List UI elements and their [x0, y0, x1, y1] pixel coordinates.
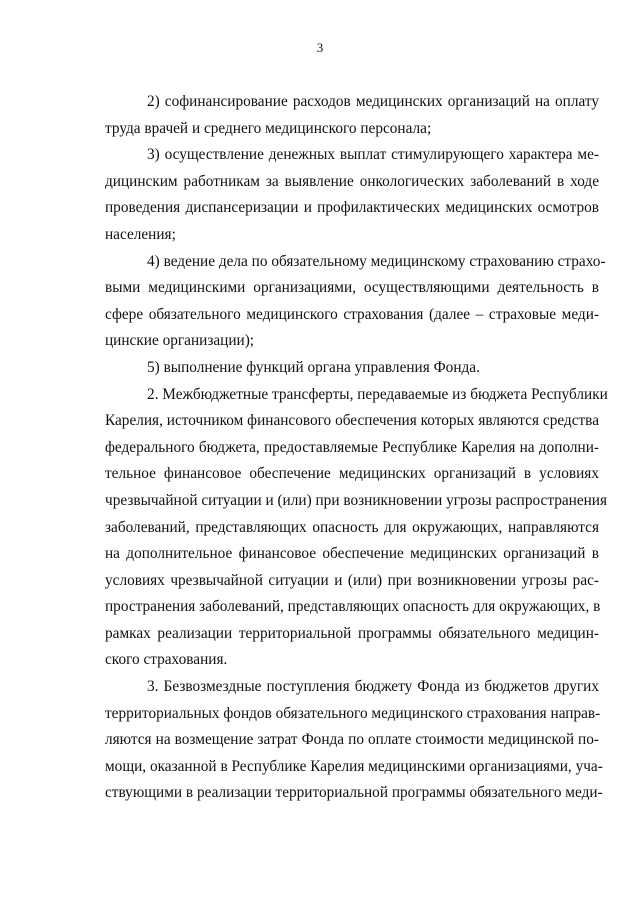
text-line: проведения диспансеризации и профилактических медицинских осмотров	[105, 199, 599, 217]
text-line: 3) осуществление денежных выплат стимулирующего характера ме-	[147, 146, 599, 164]
text-line: труда врачей и среднего медицинского персонала;	[105, 119, 432, 137]
text-line: условиях чрезвычайной ситуации и (или) при возникновении угрозы рас-	[105, 571, 599, 589]
text-line: выми медицинскими организациями, осуществляющими деятельность в	[105, 279, 599, 297]
text-line: дицинским работникам за выявление онкологических заболеваний в ходе	[105, 172, 599, 190]
text-line: 5) выполнение функций органа управления Фонда.	[147, 358, 480, 376]
text-line: заболеваний, представляющих опасность для окружающих, направляются	[105, 518, 599, 536]
text-line: рамках реализации территориальной программы обязательного медицин-	[105, 624, 599, 642]
text-line: цинские организации);	[105, 332, 255, 350]
text-line: 2) софинансирование расходов медицинских организаций на оплату	[147, 93, 599, 110]
text-line: федерального бюджета, предоставляемые Республике Карелия на дополни-	[105, 438, 599, 456]
text-line: ствующими в реализации территориальной программы обязательного меди-	[105, 784, 603, 802]
text-line: ляются на возмещение затрат Фонда по оплате стоимости медицинской по-	[105, 731, 599, 749]
text-line: 2. Межбюджетные трансферты, передаваемые из бюджета Республики	[147, 385, 608, 403]
text-line: пространения заболеваний, представляющих опасность для окружающих, в	[105, 598, 601, 616]
text-line: населения;	[105, 225, 176, 243]
text-line: сфере обязательного медицинского страхования (далее – страховые меди-	[105, 305, 599, 323]
text-line: 4) ведение дела по обязательному медицинскому страхованию страхо-	[147, 252, 606, 270]
text-line: ского страхования.	[105, 651, 228, 669]
text-line: тельное финансовое обеспечение медицинских организаций в условиях	[105, 465, 599, 483]
text-line: мощи, оказанной в Республике Карелия медицинскими организациями, уча-	[105, 757, 603, 775]
page-number: 3	[316, 40, 324, 55]
document-body	[105, 89, 608, 807]
text-line: 3. Безвозмездные поступления бюджету Фонда из бюджетов других	[147, 678, 599, 696]
text-line: Карелия, источником финансового обеспечения которых являются средства	[105, 412, 599, 430]
text-line: территориальных фондов обязательного медицинского страхования направ-	[105, 704, 601, 722]
text-line: на дополнительное финансовое обеспечение медицинских организаций в	[105, 545, 599, 563]
text-line: чрезвычайной ситуации и (или) при возникновении угрозы распространения	[105, 491, 608, 509]
